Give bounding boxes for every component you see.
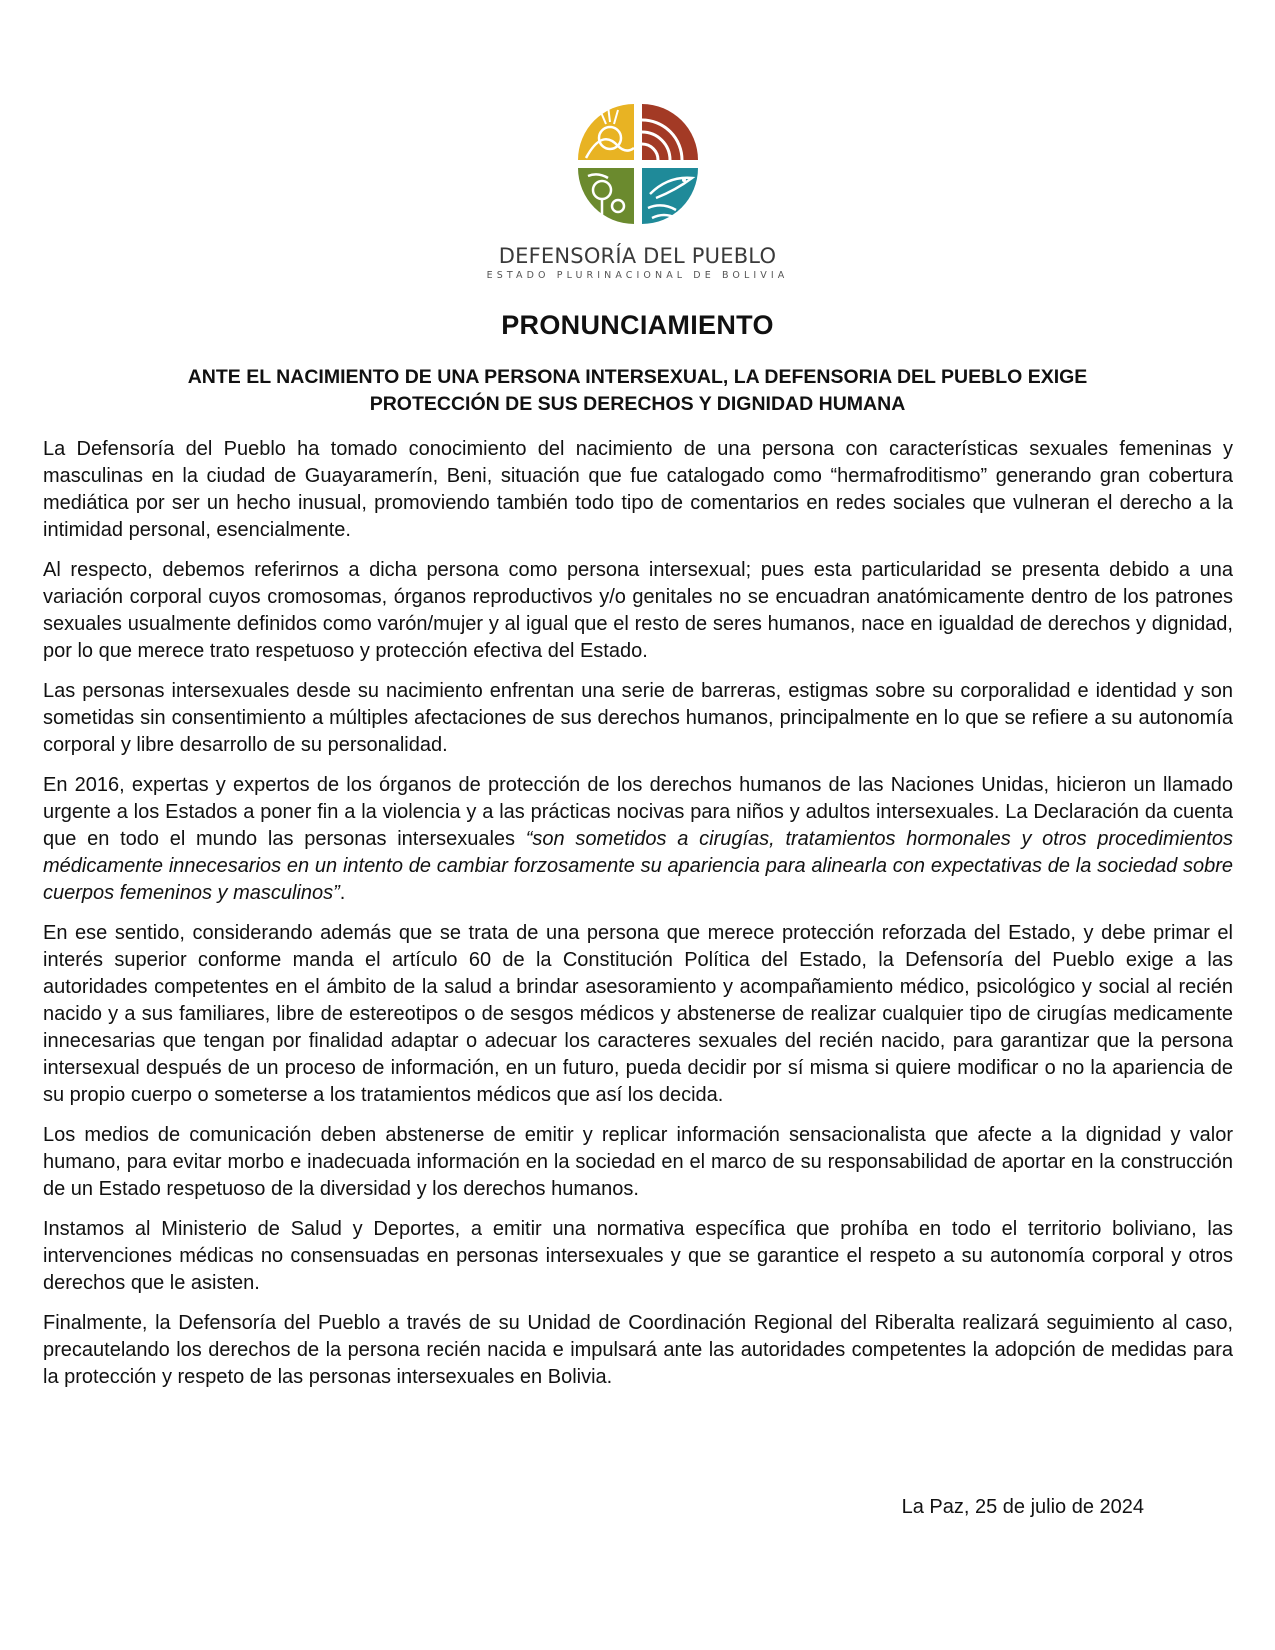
paragraph-1: La Defensoría del Pueblo ha tomado conocimiento del nacimiento de una persona con características sexuales femeninas y masculinas en la ciudad de Guayaramerín, Beni, situación que fue catalogado como “hermafroditismo” generando gran cobertura mediática por ser un hecho inusual, promoviendo también todo tipo de comentarios en redes sociales que vulneran el derecho a la intimidad personal, esencialmente.	[43, 438, 1233, 541]
document-title: PRONUNCIAMIENTO	[501, 310, 774, 340]
org-subtitle: ESTADO PLURINACIONAL DE BOLIVIA	[486, 270, 789, 281]
org-name: DEFENSORÍA DEL PUEBLO	[498, 244, 777, 268]
paragraph-4	[43, 772, 1233, 907]
paragraph-2: Al respecto, debemos referirnos a dicha persona como persona intersexual; pues esta particularidad se presenta debido a una variación corporal cuyos cromosomas, órganos reproductivos y/o genitales no se encuadran anatómicamente dentro de los patrones sexuales usualmente definidos como varón/mujer y al igual que el resto de seres humanos, nace en igualdad de derechos y dignidad, por lo que merece trato respetuoso y protección efectiva del Estado.	[43, 559, 1233, 662]
paragraph-5: En ese sentido, considerando además que se trata de una persona que merece protección reforzada del Estado, y debe primar el interés superior conforme manda el artículo 60 de la Constitución Política del Estado, la Defensoría del Pueblo exige a las autoridades competentes en el ámbito de la salud a brindar asesoramiento y acompañamiento médico, psicológico y social al recién nacido y a sus familiares, libre de estereotipos o de sesgos médicos y abstenerse de realizar cualquier tipo de cirugías medicamente innecesarias que tengan por finalidad adaptar o adecuar los caracteres sexuales del recién nacido, para garantizar que la persona intersexual después de un proceso de información, en un futuro, pueda decidir por sí misma si quiere modificar o no la apariencia de su propio cuerpo o someterse a los tratamientos médicos que así los decida.	[43, 922, 1233, 1106]
paragraph-3: Las personas intersexuales desde su nacimiento enfrentan una serie de barreras, estigmas sobre su corporalidad e identidad y son sometidas sin consentimiento a múltiples afectaciones de sus derechos humanos, principalmente en lo que se refiere a su autonomía corporal y libre desarrollo de su personalidad.	[43, 680, 1233, 756]
dateline: La Paz, 25 de julio de 2024	[901, 1496, 1144, 1518]
document-subtitle	[60, 364, 1215, 418]
subtitle-line-1: ANTE EL NACIMIENTO DE UNA PERSONA INTERSEXUAL, LA DEFENSORIA DEL PUEBLO EXIGE	[187, 366, 1088, 388]
paragraph-6: Los medios de comunicación deben abstenerse de emitir y replicar información sensacionalista que afecte a la dignidad y valor humano, para evitar morbo e inadecuada información en la sociedad en el marco de su responsabilidad de aportar en la construcción de un Estado respetuoso de la diversidad y los derechos humanos.	[43, 1124, 1233, 1200]
paragraph-4-end: .	[339, 882, 346, 904]
subtitle-line-2: PROTECCIÓN DE SUS DERECHOS Y DIGNIDAD HUMANA	[369, 393, 906, 415]
paragraph-8: Finalmente, la Defensoría del Pueblo a través de su Unidad de Coordinación Regional del Riberalta realizará seguimiento al caso, precautelando los derechos de la persona recién nacida e impulsará ante las autoridades competentes la adopción de medidas para la protección y respeto de las personas intersexuales en Bolivia.	[43, 1312, 1233, 1388]
paragraph-7: Instamos al Ministerio de Salud y Deportes, a emitir una normativa específica que prohíba en todo el territorio boliviano, las intervenciones médicas no consensuadas en personas intersexuales y que se garantice el respeto a su autonomía corporal y otros derechos que le asisten.	[43, 1218, 1233, 1294]
logo-block	[0, 98, 1275, 282]
document-body	[43, 436, 1233, 1404]
paragraph-4-quote: “son sometidos a cirugías, tratamientos hormonales y otros procedimientos médicamente innecesarios en un intento de cambiar forzosamente su apariencia para alinearla con expectativas de la sociedad sobre cuerpos femeninos y masculinos”	[43, 828, 1233, 904]
defensoria-logo-icon	[572, 98, 704, 230]
paragraph-4-start: En 2016, expertas y expertos de los órganos de protección de los derechos humanos de las Naciones Unidas, hicieron un llamado urgente a los Estados a poner fin a la violencia y a las prácticas nocivas para niños y adultos intersexuales. La Declaración da cuenta que en todo el mundo las personas intersexuales	[43, 774, 1233, 850]
